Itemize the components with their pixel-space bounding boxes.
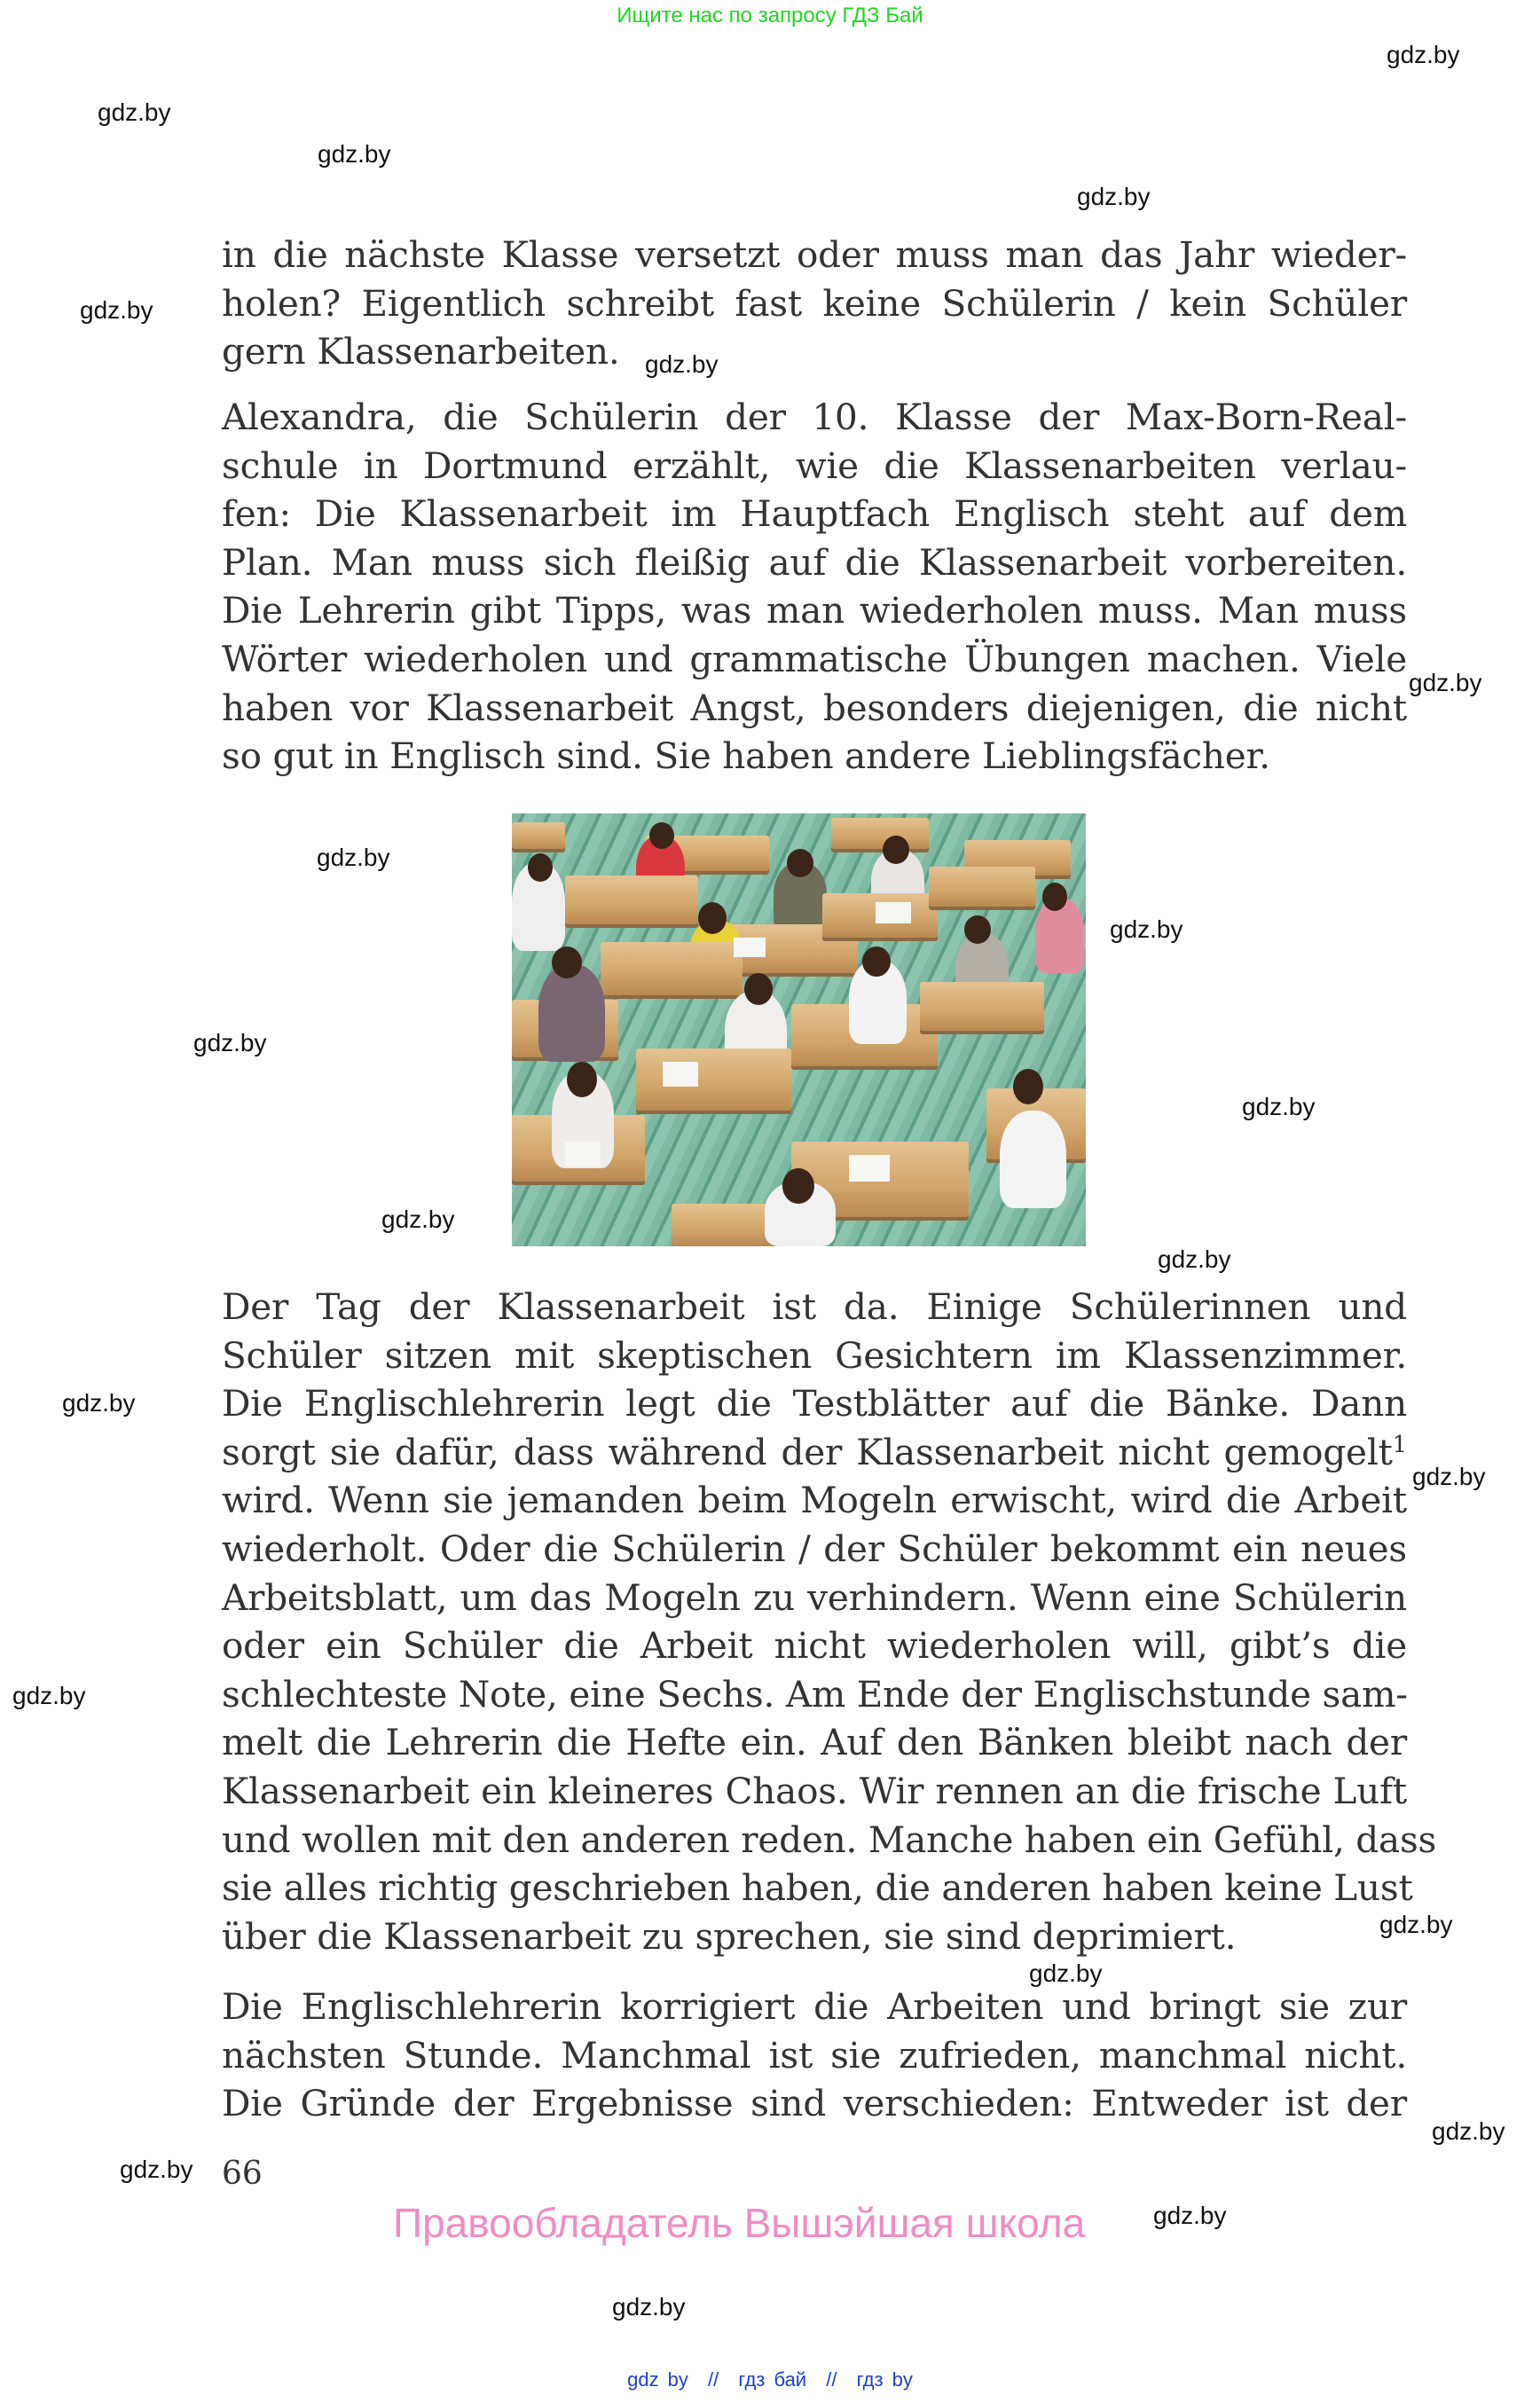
watermark: gdz.by: [1153, 2202, 1227, 2229]
watermark: gdz.by: [318, 140, 391, 168]
text-line: Die Gründe der Ergebnisse sind verschieden: Entweder ist der: [222, 2082, 1407, 2125]
watermark: gdz.by: [193, 1029, 267, 1056]
text-line: in die nächste Klasse versetzt oder muss man das Jahr wieder-: [222, 233, 1407, 276]
watermark: gdz.by: [1110, 915, 1183, 943]
watermark: gdz.by: [381, 1205, 455, 1233]
text-line: Die Lehrerin gibt Tipps, was man wiederholen muss. Man muss: [222, 589, 1407, 632]
footer-link-gdz-bai[interactable]: гдз бай: [738, 2368, 807, 2391]
text-line: gern Klassenarbeiten.: [222, 330, 620, 373]
watermark: gdz.by: [1379, 1911, 1453, 1938]
watermark: gdz.by: [1412, 1463, 1486, 1490]
footnote-marker: 1: [1392, 1431, 1407, 1458]
classroom-exam-photo: [512, 813, 1086, 1246]
paragraph-1: [222, 231, 1407, 376]
text-line: wird. Wenn sie jemanden beim Mogeln erwischt, wird die Arbeit: [222, 1479, 1407, 1522]
watermark: gdz.by: [80, 296, 153, 324]
text-line: sie alles richtig geschrieben haben, die anderen haben keine Lust: [222, 1866, 1413, 1910]
watermark: gdz.by: [612, 2293, 686, 2321]
watermark: gdz.by: [1029, 1959, 1103, 1987]
text-line: wiederholt. Oder die Schülerin / der Schüler bekommt ein neues: [222, 1527, 1407, 1570]
text-line: Plan. Man muss sich fleißig auf die Klassenarbeit vorbereiten.: [222, 540, 1407, 584]
watermark: gdz.by: [1432, 2117, 1505, 2145]
watermark: gdz.by: [1242, 1093, 1316, 1120]
text-line: so gut in Englisch sind. Sie haben andere Lieblingsfächer.: [222, 734, 1270, 778]
text-line: Alexandra, die Schülerin der 10. Klasse der Max-Born-Real-: [222, 396, 1407, 438]
watermark: gdz.by: [1158, 1245, 1231, 1273]
text-line-with-footnote: sorgt sie dafür, dass während der Klassenarbeit nicht gemogelt$^1$: [222, 1430, 1407, 1473]
text-line: Arbeitsblatt, um das Mogeln zu verhindern. Wenn eine Schülerin: [222, 1575, 1407, 1619]
watermark: gdz.by: [12, 1682, 86, 1709]
watermark: gdz.by: [1077, 183, 1151, 210]
text-line: nächsten Stunde. Manchmal ist sie zufrieden, manchmal nicht.: [222, 2033, 1407, 2077]
text-line: Schüler sitzen mit skeptischen Gesichtern im Klassenzimmer.: [222, 1333, 1407, 1377]
paragraph-4: [222, 1983, 1407, 2128]
text-line: schlechteste Note, eine Sechs. Am Ende der Englischstunde sam-: [222, 1672, 1408, 1716]
search-banner: Ищите нас по запросу ГДЗ Бай: [617, 4, 923, 27]
text-line: fen: Die Klassenarbeit im Hauptfach Englisch steht auf dem: [222, 492, 1407, 536]
text-line: über die Klassenarbeit zu sprechen, sie sind deprimiert.: [222, 1914, 1237, 1958]
page-number: 66: [222, 2156, 263, 2192]
watermark: gdz.by: [1387, 41, 1460, 68]
text-line: Klassenarbeit ein kleineres Chaos. Wir rennen an die frische Luft: [222, 1769, 1407, 1812]
text-line: Wörter wiederholen und grammatische Übungen machen. Viele: [222, 637, 1407, 680]
watermark: gdz.by: [1409, 669, 1482, 696]
watermark: gdz.by: [120, 2156, 193, 2183]
text-line: haben vor Klassenarbeit Angst, besonders diejenigen, die nicht: [222, 686, 1407, 729]
text-line: Die Englischlehrerin legt die Testblätter auf die Bänke. Dann: [222, 1382, 1407, 1425]
text-line: oder ein Schüler die Arbeit nicht wiederholen will, gibt’s die: [222, 1624, 1407, 1668]
footer-link-gdz-by[interactable]: gdz by: [627, 2368, 688, 2391]
paragraph-2: [222, 393, 1407, 781]
watermark: gdz.by: [98, 98, 171, 126]
watermark: gdz.by: [62, 1389, 136, 1417]
footer-separator: //: [826, 2368, 837, 2391]
text-line: und wollen mit den anderen reden. Manche haben ein Gefühl, dass: [222, 1818, 1437, 1861]
watermark: gdz.by: [645, 350, 719, 378]
text-line: holen? Eigentlich schreibt fast keine Schülerin / kein Schüler: [222, 281, 1407, 325]
rights-holder-notice: Правообладатель Вышэйшая школа: [393, 2200, 1086, 2246]
text-line: Die Englischlehrerin korrigiert die Arbeiten und bringt sie zur: [222, 1985, 1407, 2028]
footer-separator: //: [708, 2368, 719, 2391]
text-line: melt die Lehrerin die Hefte ein. Auf den Bänken bleibt nach der: [222, 1721, 1407, 1764]
footer-link-gdz-by-cyrillic[interactable]: гдз by: [856, 2368, 913, 2391]
footer-links: [0, 2368, 1540, 2391]
text-line: schule in Dortmund erzählt, wie die Klassenarbeiten verlau-: [222, 444, 1407, 487]
watermark: gdz.by: [317, 844, 390, 871]
text-line: Der Tag der Klassenarbeit ist da. Einige Schülerinnen und: [222, 1285, 1407, 1328]
